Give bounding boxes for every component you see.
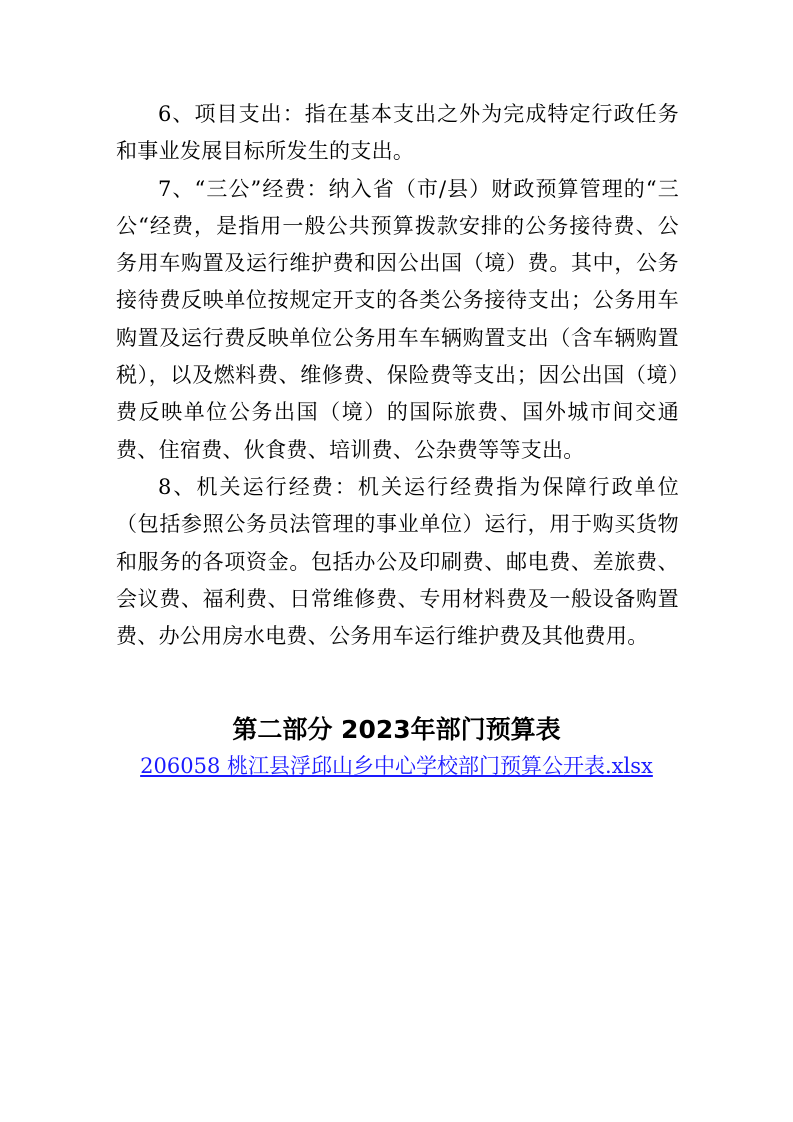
paragraph-project-expenditure: 6、项目支出：指在基本支出之外为完成特定行政任务和事业发展目标所发生的支出。 — [116, 102, 679, 164]
definitions-body — [116, 96, 679, 655]
budget-table-file-link[interactable]: 206058 桃江县浮邱山乡中心学校部门预算公开表.xlsx — [140, 754, 653, 778]
section-heading: 第二部分 2023年部门预算表 — [232, 715, 561, 744]
paragraph-three-public-expenses: 7、“三公”经费：纳入省（市/县）财政预算管理的“三公“经费，是指用一般公共预算拨款安排的公务接待费、公务用车购置及运行维护费和因公出国（境）费。其中，公务接待费反映单位按规定开支的各类公务接待支出；公务用车购置及运行费反映单位公务用车车辆购置支出（含车辆购置税），以及燃料费、维修费、保险费等支出；因公出国（境）费反映单位公务出国（境）的国际旅费、国外城市间交通费、住宿费、伙食费、培训费、公杂费等等支出。 — [116, 176, 679, 462]
paragraph-agency-operating-expenses: 8、机关运行经费：机关运行经费指为保障行政单位（包括参照公务员法管理的事业单位）运行，用于购买货物和服务的各项资金。包括办公及印刷费、邮电费、差旅费、会议费、福利费、日常维修费、专用材料费及一般设备购置费、办公用房水电费、公务用车运行维护费及其他费用。 — [116, 474, 679, 649]
